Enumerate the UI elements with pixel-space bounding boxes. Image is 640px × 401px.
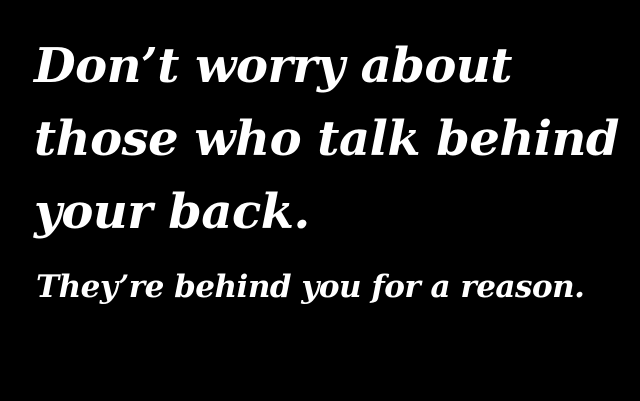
quote-line-1: Don’t worry about xyxy=(34,38,512,94)
quote-line-3: your back. xyxy=(34,184,310,240)
quote-tagline: They’re behind you for a reason. xyxy=(36,269,585,305)
quote-line-2: those who talk behind xyxy=(34,111,619,167)
